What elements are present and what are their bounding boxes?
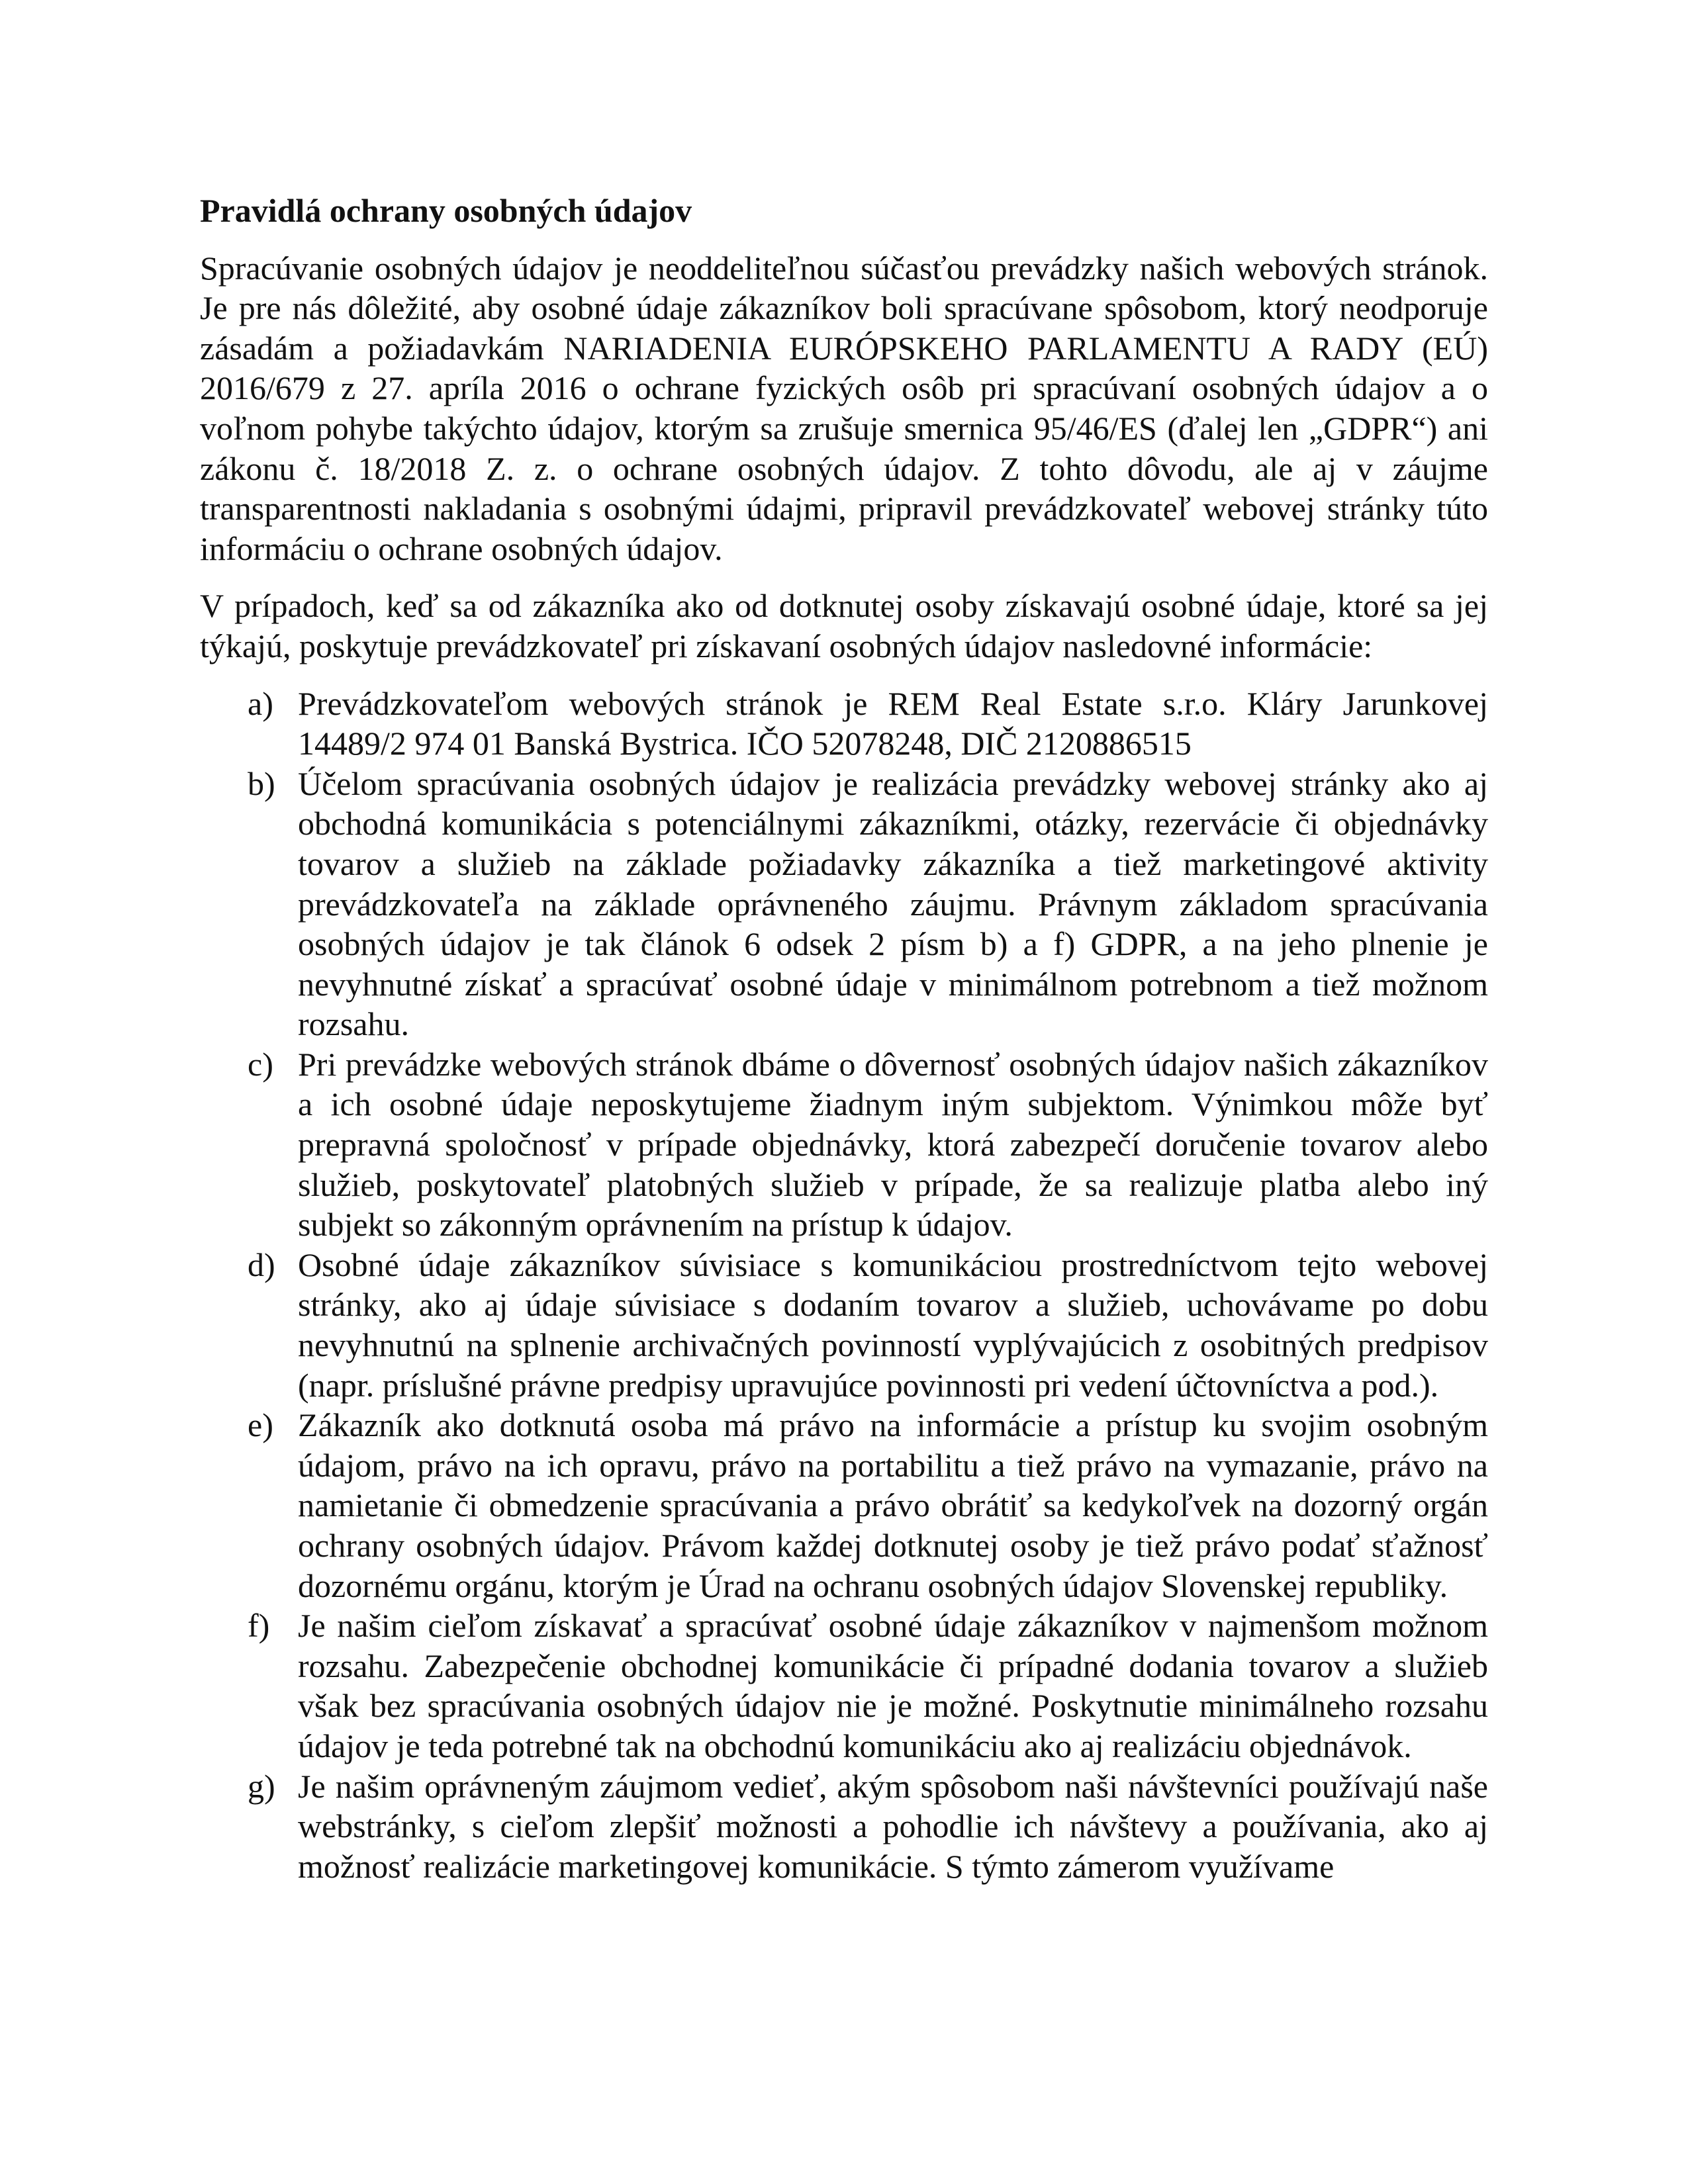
intro-paragraph: Spracúvanie osobných údajov je neoddeliteľnou súčasťou prevádzky našich webových stránok. Je pre nás dôležité, aby osobné údaje zákazníkov boli spracúvane spôsobom, ktorý neodporuje zásadám a požiadavkám NARIADENIA EURÓPSKEHO PARLAMENTU A RADY (EÚ) 2016/679 z 27. apríla 2016 o ochrane fyzických osôb pri spracúvaní osobných údajov a o voľnom pohybe takýchto údajov, ktorým sa zrušuje smernica 95/46/ES (ďalej len „GDPR“) ani zákonu č. 18/2018 Z. z. o ochrane osobných údajov. Z tohto dôvodu, ale aj v záujme transparentnosti nakladania s osobnými údajmi, pripravil prevádzkovateľ webovej stránky túto informáciu o ochrane osobných údajov. [200,249,1488,567]
list-item-text: Účelom spracúvania osobných údajov je realizácia prevádzky webovej stránky ako aj obchodná komunikácia s potenciálnymi zákazníkmi, otázky, rezervácie či objednávky tovarov a služieb na základe požiadavky zákazníka a tiež marketingové aktivity prevádzkovateľa na základe oprávneného záujmu. Právnym základom spracúvania osobných údajov je tak článok 6 odsek 2 písm b) a f) GDPR, a na jeho plnenie je nevyhnutné získať a spracúvať osobné údaje v minimálnom potrebnom a tiež možnom rozsahu. [298,764,1488,1043]
document-page [200,191,1488,1886]
lead-paragraph: V prípadoch, keď sa od zákazníka ako od dotknutej osoby získavajú osobné údaje, ktoré sa jej týkajú, poskytuje prevádzkovateľ pri získavaní osobných údajov nasledovné informácie: [200,587,1488,664]
list-item-g [200,1766,1488,1887]
list-marker: g) [248,1767,275,1805]
list-item-b [200,764,1488,1044]
list-marker: a) [248,684,273,722]
list-marker: e) [248,1406,273,1444]
list-item-text: Osobné údaje zákazníkov súvisiace s komunikáciou prostredníctvom tejto webovej stránky, ako aj údaje súvisiace s dodaním tovarov a služieb, uchovávame po dobu nevyhnutnú na splnenie archivačných povinností vyplývajúcich z osobitných predpisov (napr. príslušné právne predpisy upravujúce povinnosti pri vedení účtovníctva a pod.). [298,1246,1488,1404]
list-item-a [200,684,1488,764]
list-item-text: Je našim cieľom získavať a spracúvať osobné údaje zákazníkov v najmenšom možnom rozsahu. Zabezpečenie obchodnej komunikácie či prípadné dodania tovarov a služieb však bez spracúvania osobných údajov nie je možné. Poskytnutie minimálneho rozsahu údajov je teda potrebné tak na obchodnú komunikáciu ako aj realizáciu objednávok. [298,1607,1488,1764]
list-item-f [200,1606,1488,1766]
information-list [200,684,1488,1887]
list-item-text: Pri prevádzke webových stránok dbáme o dôvernosť osobných údajov našich zákazníkov a ich osobné údaje neposkytujeme žiadnym iným subjektom. Výnimkou môže byť prepravná spoločnosť v prípade objednávky, ktorá zabezpečí doručenie tovarov alebo služieb, poskytovateľ platobných služieb v prípade, že sa realizuje platba alebo iný subjekt so zákonným oprávnením na prístup k údajov. [298,1045,1488,1244]
list-item-e [200,1405,1488,1606]
list-item-d [200,1245,1488,1405]
list-marker: d) [248,1246,275,1283]
list-item-text: Prevádzkovateľom webových stránok je REM Real Estate s.r.o. Kláry Jarunkovej 14489/2 974 01 Banská Bystrica. IČO 52078248, DIČ 2120886515 [298,684,1488,762]
list-marker: b) [248,764,275,802]
list-item-c [200,1044,1488,1245]
list-item-text: Zákazník ako dotknutá osoba má právo na informácie a prístup ku svojim osobným údajom, právo na ich opravu, právo na portabilitu a tiež právo na vymazanie, právo na namietanie či obmedzenie spracúvania a právo obrátiť sa kedykoľvek na dozorný orgán ochrany osobných údajov. Právom každej dotknutej osoby je tiež právo podať sťažnosť dozornému orgánu, ktorým je Úrad na ochranu osobných údajov Slovenskej republiky. [298,1406,1488,1604]
list-marker: f) [248,1607,270,1645]
list-marker: c) [248,1045,273,1083]
list-item-text: Je našim oprávneným záujmom vedieť, akým spôsobom naši návštevníci používajú naše webstránky, s cieľom zlepšiť možnosti a pohodlie ich návštevy a používania, ako aj možnosť realizácie marketingovej komunikácie. S týmto zámerom využívame [298,1767,1488,1885]
document-title: Pravidlá ochrany osobných údajov [200,192,692,229]
